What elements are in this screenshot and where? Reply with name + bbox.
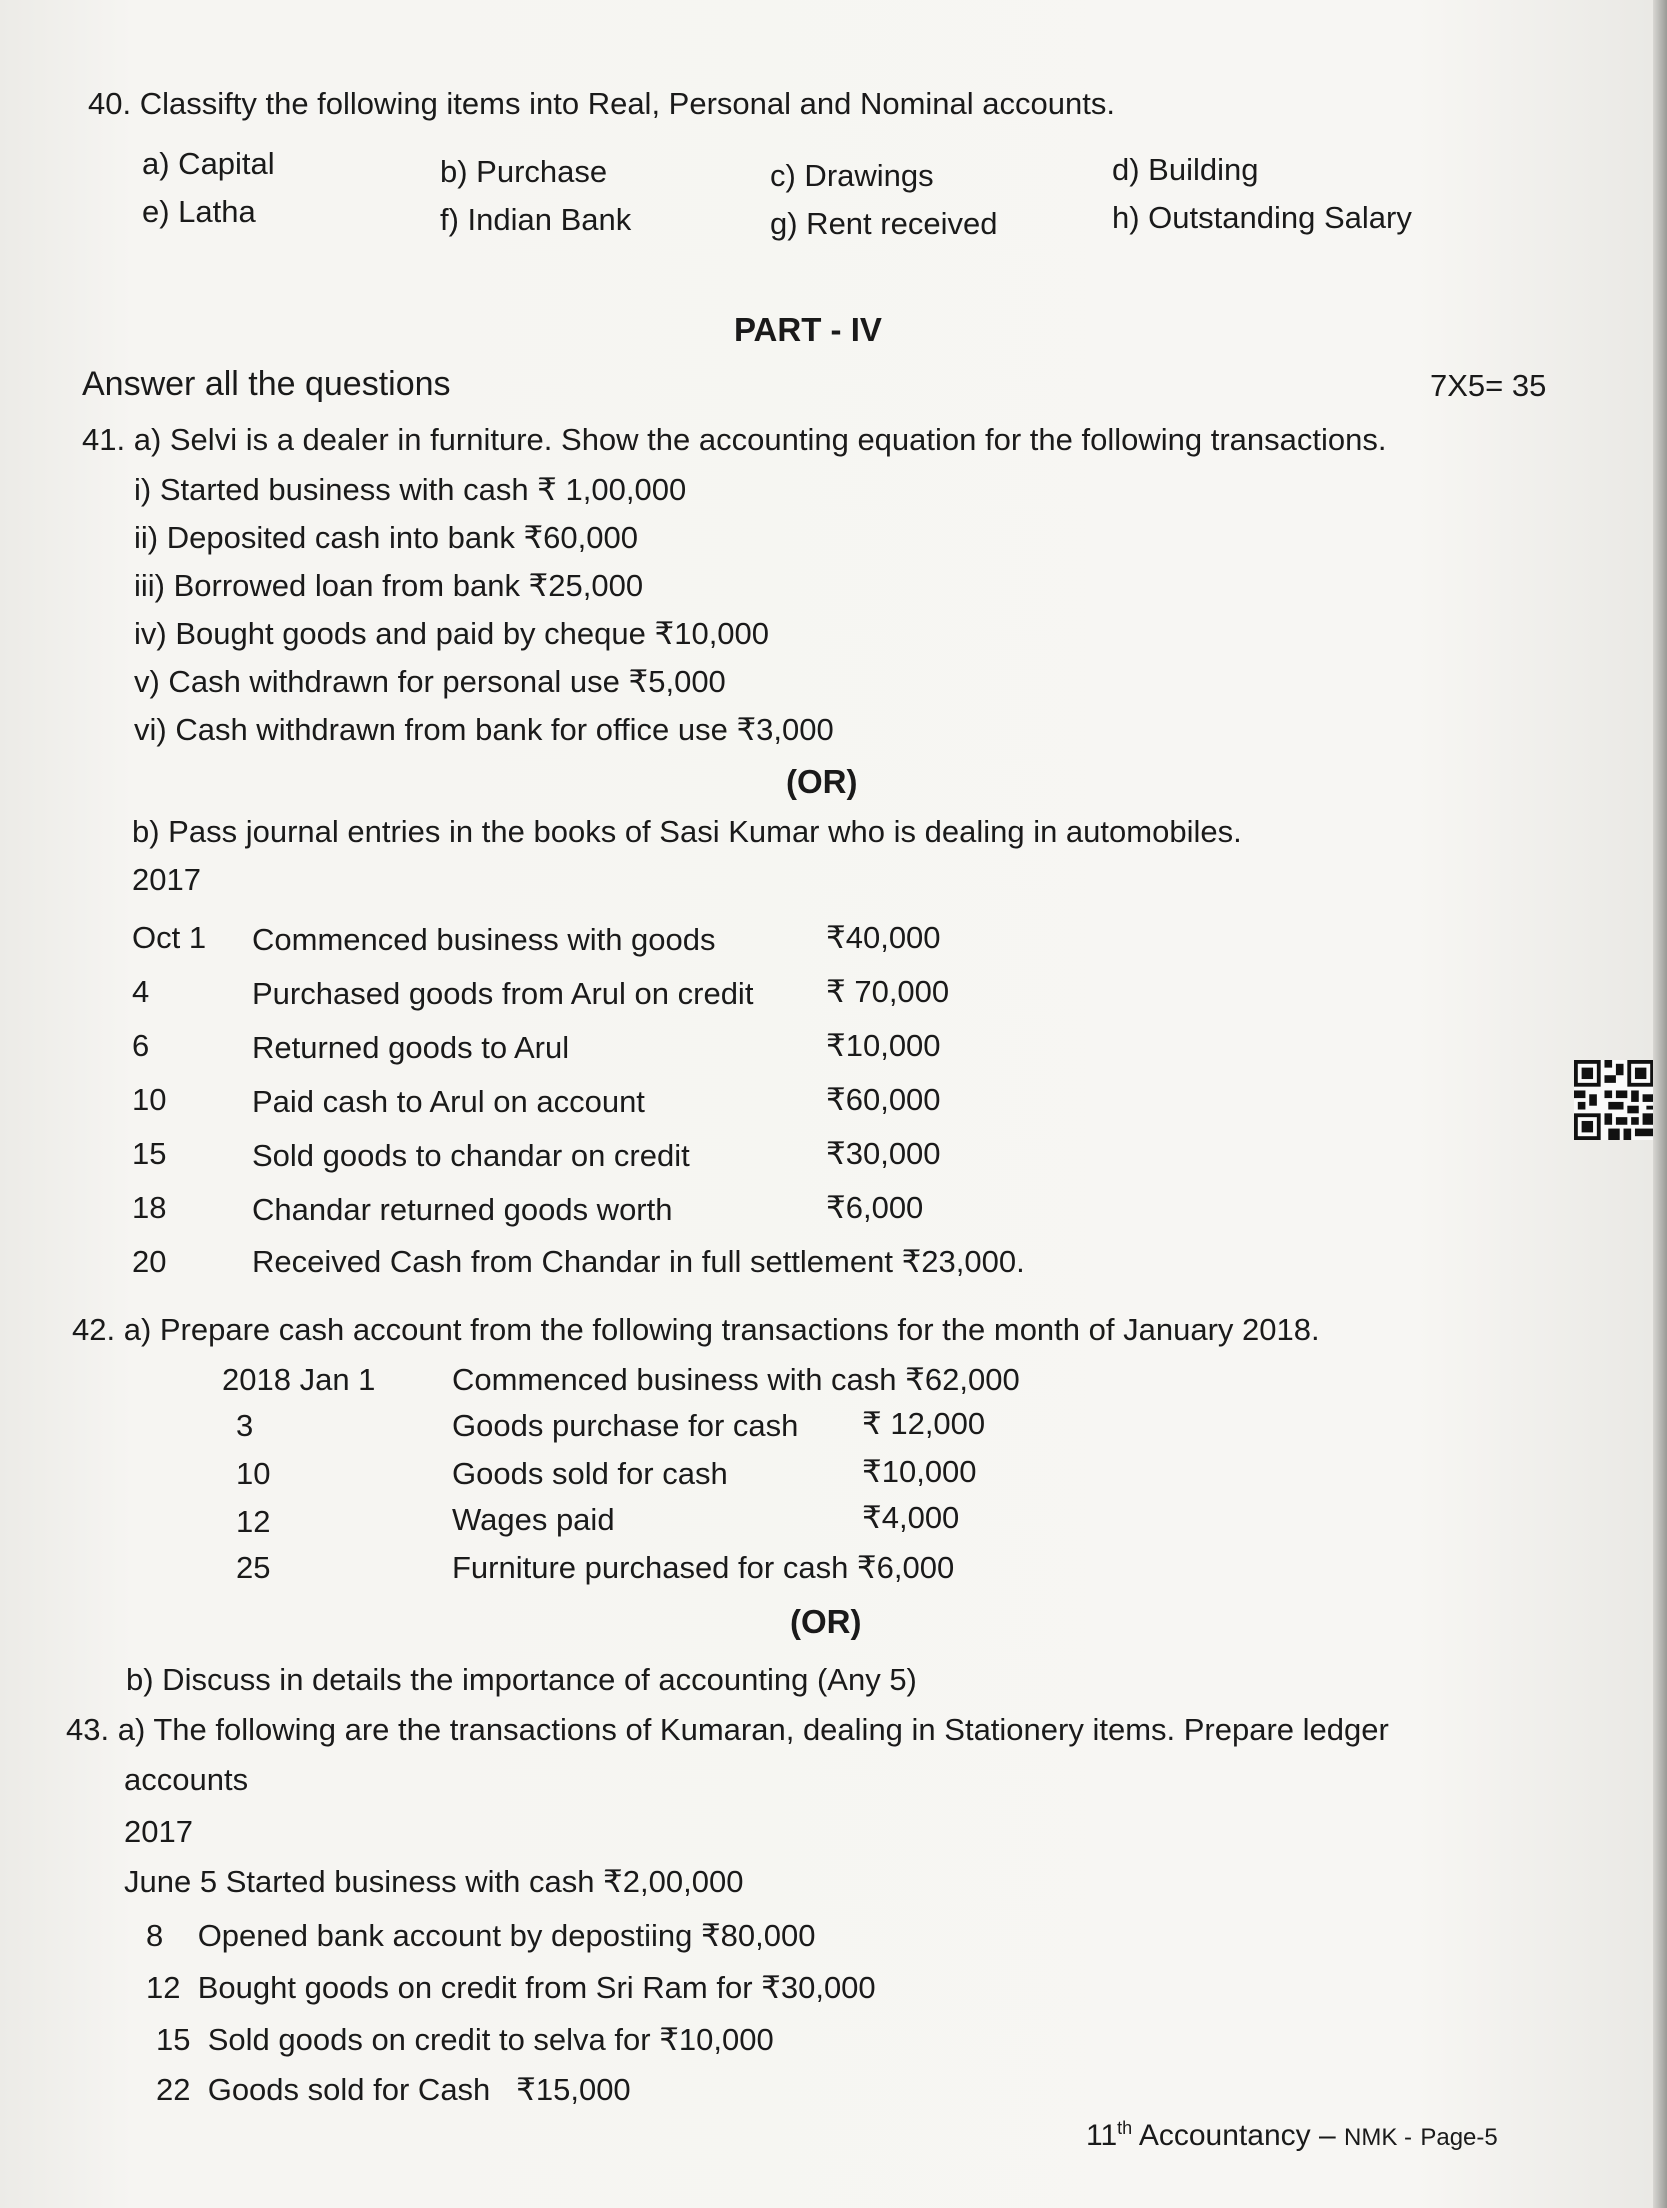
- q43a-year: 2017: [124, 1814, 193, 1849]
- q41b-date: 10: [132, 1082, 167, 1117]
- q40-option-b: b) Purchase: [440, 154, 608, 189]
- q40-option-h: h) Outstanding Salary: [1112, 200, 1412, 235]
- part-marks: 7X5= 35: [1430, 368, 1547, 403]
- q42a-date: 2018 Jan 1: [222, 1362, 376, 1397]
- q41b-desc: Purchased goods from Arul on credit: [252, 976, 754, 1011]
- q41b-desc: Commenced business with goods: [252, 922, 716, 957]
- q41b-amount: ₹10,000: [826, 1028, 941, 1063]
- q41b-amount: ₹ 70,000: [826, 974, 950, 1009]
- q40-question: 40. Classifty the following items into Real, Personal and Nominal accounts.: [88, 86, 1115, 121]
- q42a-desc: Furniture purchased for cash ₹6,000: [452, 1550, 955, 1585]
- q41a-item-3: iii) Borrowed loan from bank ₹25,000: [134, 568, 644, 603]
- q40-option-g: g) Rent received: [770, 206, 998, 241]
- q40-option-c: c) Drawings: [770, 158, 934, 193]
- q42a-desc: Wages paid: [452, 1502, 615, 1537]
- q41-or: (OR): [786, 763, 858, 800]
- qr-code-icon: [1572, 1060, 1656, 1140]
- q41b-year: 2017: [132, 862, 201, 897]
- q43a-question-continued: accounts: [124, 1762, 249, 1797]
- q43a-item: 22 Goods sold for Cash ₹15,000: [156, 2072, 631, 2107]
- page-footer: 11th Accountancy – NMK - Page-5: [1086, 2118, 1498, 2152]
- page-edge-shadow: [1653, 0, 1667, 2208]
- q40-option-d: d) Building: [1112, 152, 1259, 187]
- q41b-desc: Returned goods to Arul: [252, 1030, 570, 1065]
- q41a-item-4: iv) Bought goods and paid by cheque ₹10,000: [134, 616, 770, 651]
- q40-option-e: e) Latha: [142, 194, 256, 229]
- q40-option-f: f) Indian Bank: [440, 202, 632, 237]
- q43a-item: 12 Bought goods on credit from Sri Ram for ₹30,000: [146, 1970, 876, 2005]
- q41b-date: 18: [132, 1190, 167, 1225]
- q41b-date: 4: [132, 974, 150, 1009]
- q42a-desc: Goods purchase for cash: [452, 1408, 799, 1443]
- q43a-item: 15 Sold goods on credit to selva for ₹10,000: [156, 2022, 774, 2057]
- q41b-desc: Sold goods to chandar on credit: [252, 1138, 690, 1173]
- q42a-date: 10: [236, 1456, 271, 1491]
- q42a-desc: Goods sold for cash: [452, 1456, 728, 1491]
- q42a-desc: Commenced business with cash ₹62,000: [452, 1362, 1020, 1397]
- q41a-item-5: v) Cash withdrawn for personal use ₹5,000: [134, 664, 726, 699]
- q41b-date: 20: [132, 1244, 167, 1279]
- q41b-amount: ₹30,000: [826, 1136, 941, 1171]
- q42a-date: 12: [236, 1504, 271, 1539]
- q41b-date: Oct 1: [132, 920, 207, 955]
- q41a-item-1: i) Started business with cash ₹ 1,00,000: [134, 472, 687, 507]
- part-title: PART - IV: [734, 311, 882, 348]
- q41b-amount: ₹6,000: [826, 1190, 924, 1225]
- q42a-question: 42. a) Prepare cash account from the following transactions for the month of January 2018.: [72, 1312, 1320, 1347]
- q41b-amount: ₹40,000: [826, 920, 941, 955]
- q42b-question: b) Discuss in details the importance of accounting (Any 5): [126, 1662, 917, 1697]
- q41b-desc: Chandar returned goods worth: [252, 1192, 673, 1227]
- q42a-amount: ₹10,000: [862, 1454, 977, 1489]
- q40-option-a: a) Capital: [142, 146, 275, 181]
- q41b-question: b) Pass journal entries in the books of Sasi Kumar who is dealing in automobiles.: [132, 814, 1242, 849]
- q41b-date: 15: [132, 1136, 167, 1171]
- q43a-item: June 5 Started business with cash ₹2,00,000: [124, 1864, 744, 1899]
- q43a-item: 8 Opened bank account by depostiing ₹80,000: [146, 1918, 816, 1953]
- part-instruction: Answer all the questions: [82, 365, 451, 403]
- q41a-item-6: vi) Cash withdrawn from bank for office use ₹3,000: [134, 712, 834, 747]
- q41a-question: 41. a) Selvi is a dealer in furniture. Show the accounting equation for the following transactions.: [82, 422, 1387, 457]
- q41b-desc: Paid cash to Arul on account: [252, 1084, 645, 1119]
- q42a-date: 25: [236, 1550, 271, 1585]
- q42-or: (OR): [790, 1603, 862, 1640]
- q43a-question: 43. a) The following are the transactions of Kumaran, dealing in Stationery items. Prepare ledger: [66, 1712, 1389, 1747]
- q42a-amount: ₹ 12,000: [862, 1406, 986, 1441]
- q41b-date: 6: [132, 1028, 150, 1063]
- q41b-desc: Received Cash from Chandar in full settlement ₹23,000.: [252, 1244, 1025, 1279]
- q42a-date: 3: [236, 1408, 254, 1443]
- q42a-amount: ₹4,000: [862, 1500, 960, 1535]
- q41b-amount: ₹60,000: [826, 1082, 941, 1117]
- q41a-item-2: ii) Deposited cash into bank ₹60,000: [134, 520, 638, 555]
